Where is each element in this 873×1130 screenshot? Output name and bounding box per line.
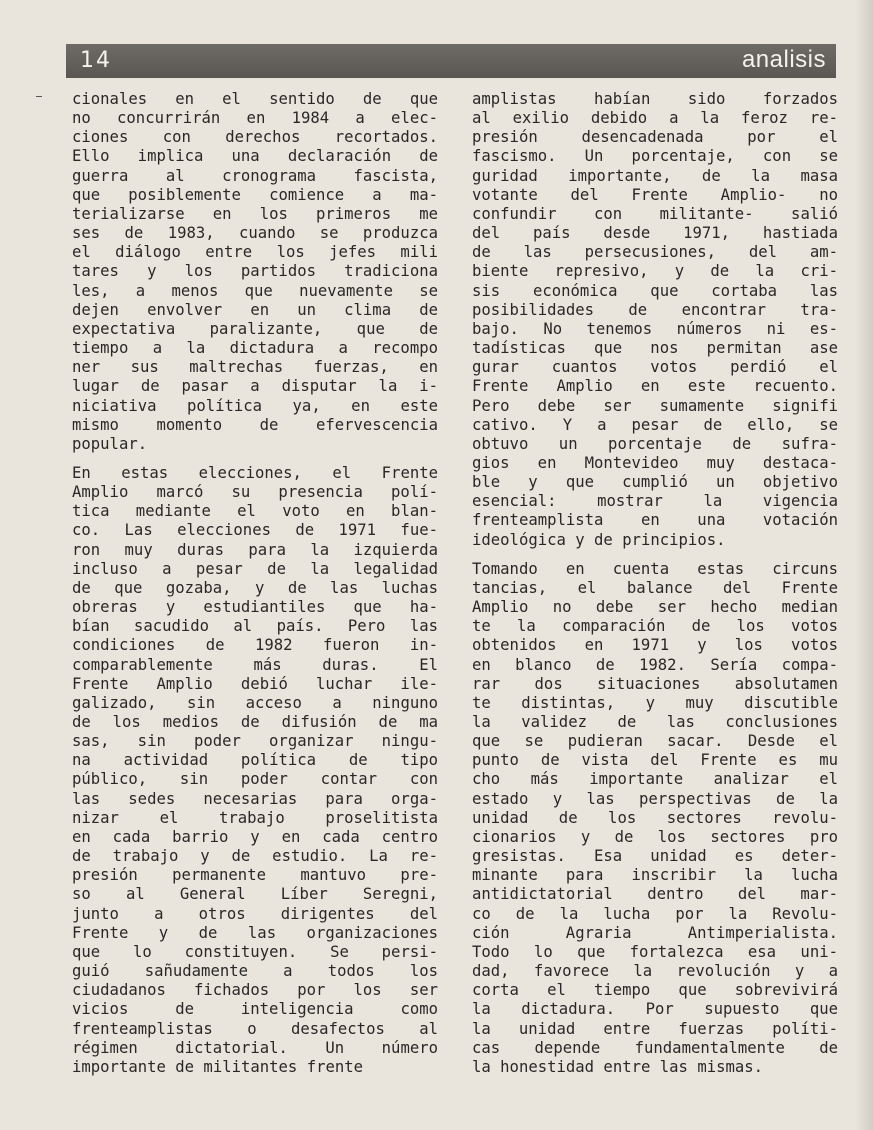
- text-line: guió sañudamente a todos los: [72, 962, 438, 981]
- text-line: importante de militantes frente: [72, 1057, 364, 1076]
- text-line: cionarios y de los sectores pro: [472, 827, 838, 846]
- text-line: bían sacudido al país. Pero las: [72, 617, 438, 636]
- text-line: las sedes necesarias para orga-: [72, 789, 438, 808]
- text-line: dad, favorece la revolución y a: [472, 962, 838, 981]
- text-line: En estas elecciones, el Frente: [72, 463, 438, 482]
- text-line: expectativa paralizante, que de: [72, 319, 438, 338]
- paragraph: [472, 90, 838, 550]
- text-line: en cada barrio y en cada centro: [72, 827, 438, 846]
- text-line: tadísticas que nos permitan ase: [472, 339, 838, 358]
- text-line: comparablemente más duras. El: [72, 655, 438, 674]
- text-line: que lo constituyen. Se persi-: [72, 942, 438, 961]
- text-line: sis económica que cortaba las: [472, 281, 838, 300]
- text-line: te distintas, y muy discutible: [472, 693, 838, 712]
- text-line: Frente Amplio en este recuento.: [472, 377, 838, 396]
- text-line: al exilio debido a la feroz re-: [472, 109, 838, 128]
- text-line: público, sin poder contar con: [72, 770, 438, 789]
- paragraph: [72, 90, 438, 454]
- text-line: ble y que cumplió un objetivo: [472, 473, 838, 492]
- left-column: [72, 90, 438, 1077]
- text-line: frenteamplistas o desafectos al: [72, 1019, 438, 1038]
- text-line: mismo momento de efervescencia: [72, 415, 438, 434]
- text-line: Frente y de las organizaciones: [72, 923, 438, 942]
- text-line: Amplio marcó su presencia polí-: [72, 483, 438, 502]
- text-line: obreras y estudiantiles que ha-: [72, 598, 438, 617]
- margin-mark: [36, 96, 42, 97]
- text-line: nizar el trabajo proselitista: [72, 808, 438, 827]
- right-column: [472, 90, 838, 1077]
- text-line: tiempo a la dictadura a recompo: [72, 339, 438, 358]
- text-line: so al General Líber Seregni,: [72, 885, 438, 904]
- text-line: obtuvo un porcentaje de sufra-: [472, 434, 838, 453]
- text-line: presión desencadenada por el: [472, 128, 838, 147]
- text-line: amplistas habían sido forzados: [472, 90, 838, 108]
- text-line: estado y las perspectivas de la: [472, 789, 838, 808]
- text-line: Tomando en cuenta estas circuns: [472, 559, 838, 578]
- text-line: esencial: mostrar la vigencia: [472, 492, 838, 511]
- text-line: gresistas. Esa unidad es deter-: [472, 847, 838, 866]
- text-line: niciativa política ya, en este: [72, 396, 438, 415]
- text-line: el diálogo entre los jefes mili: [72, 243, 438, 262]
- text-line: tica mediante el voto en blan-: [72, 502, 438, 521]
- text-line: antidictatorial dentro del mar-: [472, 885, 838, 904]
- text-line: ses de 1983, cuando se produzca: [72, 224, 438, 243]
- text-line: del país desde 1971, hastiada: [472, 224, 838, 243]
- text-line: ciones con derechos recortados.: [72, 128, 438, 147]
- text-line: obtenidos en 1971 y los votos: [472, 636, 838, 655]
- text-line: ron muy duras para la izquierda: [72, 540, 438, 559]
- text-line: punto de vista del Frente es mu: [472, 751, 838, 770]
- text-line: la unidad entre fuerzas políti-: [472, 1019, 838, 1038]
- paragraph: [72, 464, 438, 1077]
- text-line: Frente Amplio debió luchar ile-: [72, 674, 438, 693]
- text-line: co. Las elecciones de 1971 fue-: [72, 521, 438, 540]
- text-line: ciudadanos fichados por los ser: [72, 981, 438, 1000]
- text-line: cativo. Y a pesar de ello, se: [472, 415, 838, 434]
- text-line: frenteamplista en una votación: [472, 511, 838, 530]
- text-line: de las persecusiones, del am-: [472, 243, 838, 262]
- text-line: terializarse en los primeros me: [72, 204, 438, 223]
- text-line: les, a menos que nuevamente se: [72, 281, 438, 300]
- text-line: sas, sin poder organizar ningu-: [72, 732, 438, 751]
- text-line: la validez de las conclusiones: [472, 713, 838, 731]
- paragraph: [472, 560, 838, 1077]
- text-line: Amplio no debe ser hecho median: [472, 598, 838, 617]
- text-line: condiciones de 1982 fueron in-: [72, 636, 438, 655]
- text-line: gurar cuantos votos perdió el: [472, 358, 838, 377]
- page-edge-shadow: [855, 0, 873, 1130]
- text-line: ción Agraria Antimperialista.: [472, 923, 838, 942]
- text-line: no concurrirán en 1984 a elec-: [72, 109, 438, 128]
- text-line: rar dos situaciones absolutamen: [472, 674, 838, 693]
- text-line: votante del Frente Amplio- no: [472, 185, 838, 204]
- text-line: fascismo. Un porcentaje, con se: [472, 147, 838, 166]
- text-line: unidad de los sectores revolu-: [472, 808, 838, 827]
- text-line: corta el tiempo que sobrevivirá: [472, 981, 838, 1000]
- text-line: Todo lo que fortalezca esa uni-: [472, 942, 838, 961]
- text-line: que se pudieran sacar. Desde el: [472, 732, 838, 751]
- text-line: Ello implica una declaración de: [72, 147, 438, 166]
- text-line: popular.: [72, 434, 148, 453]
- text-line: ideológica y de principios.: [472, 530, 726, 549]
- text-line: lugar de pasar a disputar la i-: [72, 377, 438, 396]
- text-line: la honestidad entre las mismas.: [472, 1057, 764, 1076]
- text-line: cas depende fundamentalmente de: [472, 1038, 838, 1057]
- text-line: tancias, el balance del Frente: [472, 578, 838, 597]
- text-line: incluso a pesar de la legalidad: [72, 559, 438, 578]
- text-line: presión permanente mantuvo pre-: [72, 866, 438, 885]
- text-line: confundir con militante- salió: [472, 204, 838, 223]
- text-line: posibilidades de encontrar tra-: [472, 300, 838, 319]
- text-line: régimen dictatorial. Un número: [72, 1038, 438, 1057]
- text-line: te la comparación de los votos: [472, 617, 838, 636]
- text-line: vicios de inteligencia como: [72, 1000, 438, 1019]
- text-line: guridad importante, de la masa: [472, 166, 838, 185]
- text-line: la dictadura. Por supuesto que: [472, 1000, 838, 1019]
- text-line: minante para inscribir la lucha: [472, 866, 838, 885]
- text-line: que posiblemente comience a ma-: [72, 185, 438, 204]
- text-line: gios en Montevideo muy destaca-: [472, 453, 838, 472]
- text-line: de trabajo y de estudio. La re-: [72, 847, 438, 866]
- text-line: ner sus maltrechas fuerzas, en: [72, 358, 438, 377]
- text-line: bajo. No tenemos números ni es-: [472, 319, 838, 338]
- text-line: de que gozaba, y de las luchas: [72, 578, 438, 597]
- text-line: co de la lucha por la Revolu-: [472, 904, 838, 923]
- text-line: tares y los partidos tradiciona: [72, 262, 438, 281]
- text-line: Pero debe ser sumamente signifi: [472, 396, 838, 415]
- text-line: junto a otros dirigentes del: [72, 904, 438, 923]
- text-line: cho más importante analizar el: [472, 770, 838, 789]
- text-line: cionales en el sentido de que: [72, 90, 438, 108]
- text-line: dejen envolver en un clima de: [72, 300, 438, 319]
- text-line: guerra al cronograma fascista,: [72, 166, 438, 185]
- text-line: en blanco de 1982. Sería compa-: [472, 655, 838, 674]
- text-line: de los medios de difusión de ma: [72, 713, 438, 731]
- text-line: na actividad política de tipo: [72, 751, 438, 770]
- page-number: 14: [80, 48, 112, 73]
- text-line: biente represivo, y de la cri-: [472, 262, 838, 281]
- section-title: analisis: [741, 46, 826, 73]
- text-line: galizado, sin acceso a ninguno: [72, 693, 438, 712]
- page-header: [66, 44, 836, 78]
